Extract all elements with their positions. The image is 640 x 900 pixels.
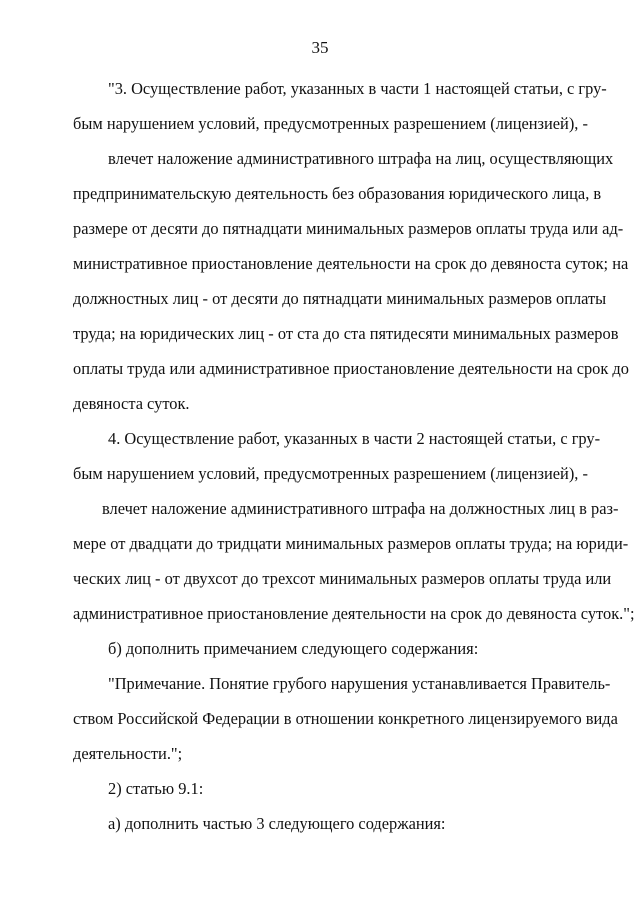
text-line: административное приостановление деятельности на срок до девяноста суток."; [73,604,635,623]
text-line: б) дополнить примечанием следующего содержания: [108,639,479,658]
text-line: влечет наложение административного штрафа на лиц, осуществляющих [108,149,614,168]
text-line: труда; на юридических лиц - от ста до ста пятидесяти минимальных размеров [73,324,619,343]
text-line: 2) статью 9.1: [108,779,204,798]
text-line: ством Российской Федерации в отношении конкретного лицензируемого вида [73,709,618,728]
text-line: должностных лиц - от десяти до пятнадцати минимальных размеров оплаты [73,289,607,308]
text-line: "3. Осуществление работ, указанных в части 1 настоящей статьи, с гру- [108,79,607,98]
text-line: оплаты труда или административное приостановление деятельности на срок до [73,359,629,378]
text-line: бым нарушением условий, предусмотренных разрешением (лицензией), - [73,114,588,133]
text-line: а) дополнить частью 3 следующего содержания: [108,814,446,833]
text-line: "Примечание. Понятие грубого нарушения устанавливается Правитель- [108,674,611,693]
text-line: деятельности."; [73,744,183,763]
text-line: мере от двадцати до тридцати минимальных размеров оплаты труда; на юриди- [73,534,629,553]
text-line: ческих лиц - от двухсот до трехсот минимальных размеров оплаты труда или [73,569,612,588]
text-line: бым нарушением условий, предусмотренных разрешением (лицензией), - [73,464,588,483]
text-line: влечет наложение административного штрафа на должностных лиц в раз- [102,499,619,518]
text-line: предпринимательскую деятельность без образования юридического лица, в [73,184,602,203]
text-line: девяноста суток. [73,394,190,413]
text-line: министративное приостановление деятельности на срок до девяноста суток; на [73,254,629,273]
text-line: размере от десяти до пятнадцати минимальных размеров оплаты труда или ад- [73,219,624,238]
text-line: 4. Осуществление работ, указанных в части 2 настоящей статьи, с гру- [108,429,601,448]
page-number: 35 [311,38,329,57]
